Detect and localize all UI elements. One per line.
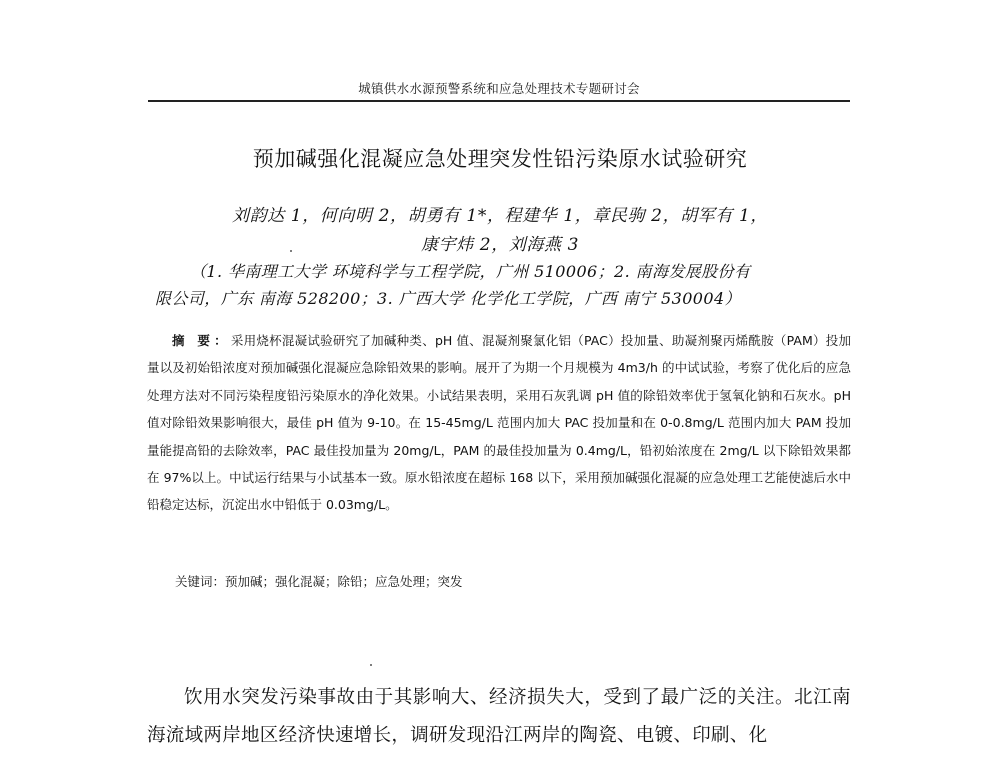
keywords-label: 关键词： [175,574,226,589]
header-rule [148,100,850,102]
running-head: 城镇供水水源预警系统和应急处理技术专题研讨会 [358,81,640,96]
keywords-text: 预加碱；强化混凝；除铅；应急处理；突发 [225,574,463,589]
body-paragraph: 饮用水突发污染事故由于其影响大、经济损失大，受到了最广泛的关注。北江南海流域两岸地区经济快速增长，调研发现沿江两岸的陶瓷、电镀、印刷、化 [147,687,851,746]
keywords [175,572,463,590]
scan-speck [370,664,372,666]
authors-line-1: 刘韵达 1，何向明 2，胡勇有 1*，程建华 1，章民驹 2，胡军有 1， [231,206,769,226]
paper-title: 预加碱强化混凝应急处理突发性铅污染原水试验研究 [252,147,748,171]
affiliation-line-2: 限公司，广东 南海 528200；3. 广西大学 化学化工学院，广西 南宁 530004） [155,289,741,308]
abstract [147,327,851,519]
scan-speck [290,250,292,252]
authors-line-2: 康宇炜 2，刘海燕 3 [420,235,580,255]
affiliation-line-1: （1. 华南理工大学 环境科学与工程学院，广州 510006；2. 南海发展股份有 [190,262,751,281]
abstract-text: 采用烧杯混凝试验研究了加碱种类、pH 值、混凝剂聚氯化铝（PAC）投加量、助凝剂聚丙烯酰胺（PAM）投加量以及初始铅浓度对预加碱强化混凝应急除铅效果的影响。展开了为期一个月规模为 4m3/h 的中试试验，考察了优化后的应急处理方法对不同污染程度铅污染原水的净化效果。小试结果表明，采用石灰乳调 pH 值的除铅效率优于氢氧化钠和石灰水。pH 值对除铅效果影响很大，最佳 pH 值为 9-10。在 15-45mg/L 范围内加大 PAC 投加量和在 0-0.8mg/L 范围内加大 PAM 投加量能提高铅的去除效率，PAC 最佳投加量为 20mg/L，PAM 的最佳投加量为 0.4mg/L，铅初始浓度在 2mg/L 以下除铅效果都在 97%以上。中试运行结果与小试基本一致。原水铅浓度在超标 168 以下，采用预加碱强化混凝的应急处理工艺能使滤后水中铅稳定达标，沉淀出水中铅低于 0.03mg/L。 [147,333,851,513]
abstract-label: 摘 要： [172,333,231,348]
